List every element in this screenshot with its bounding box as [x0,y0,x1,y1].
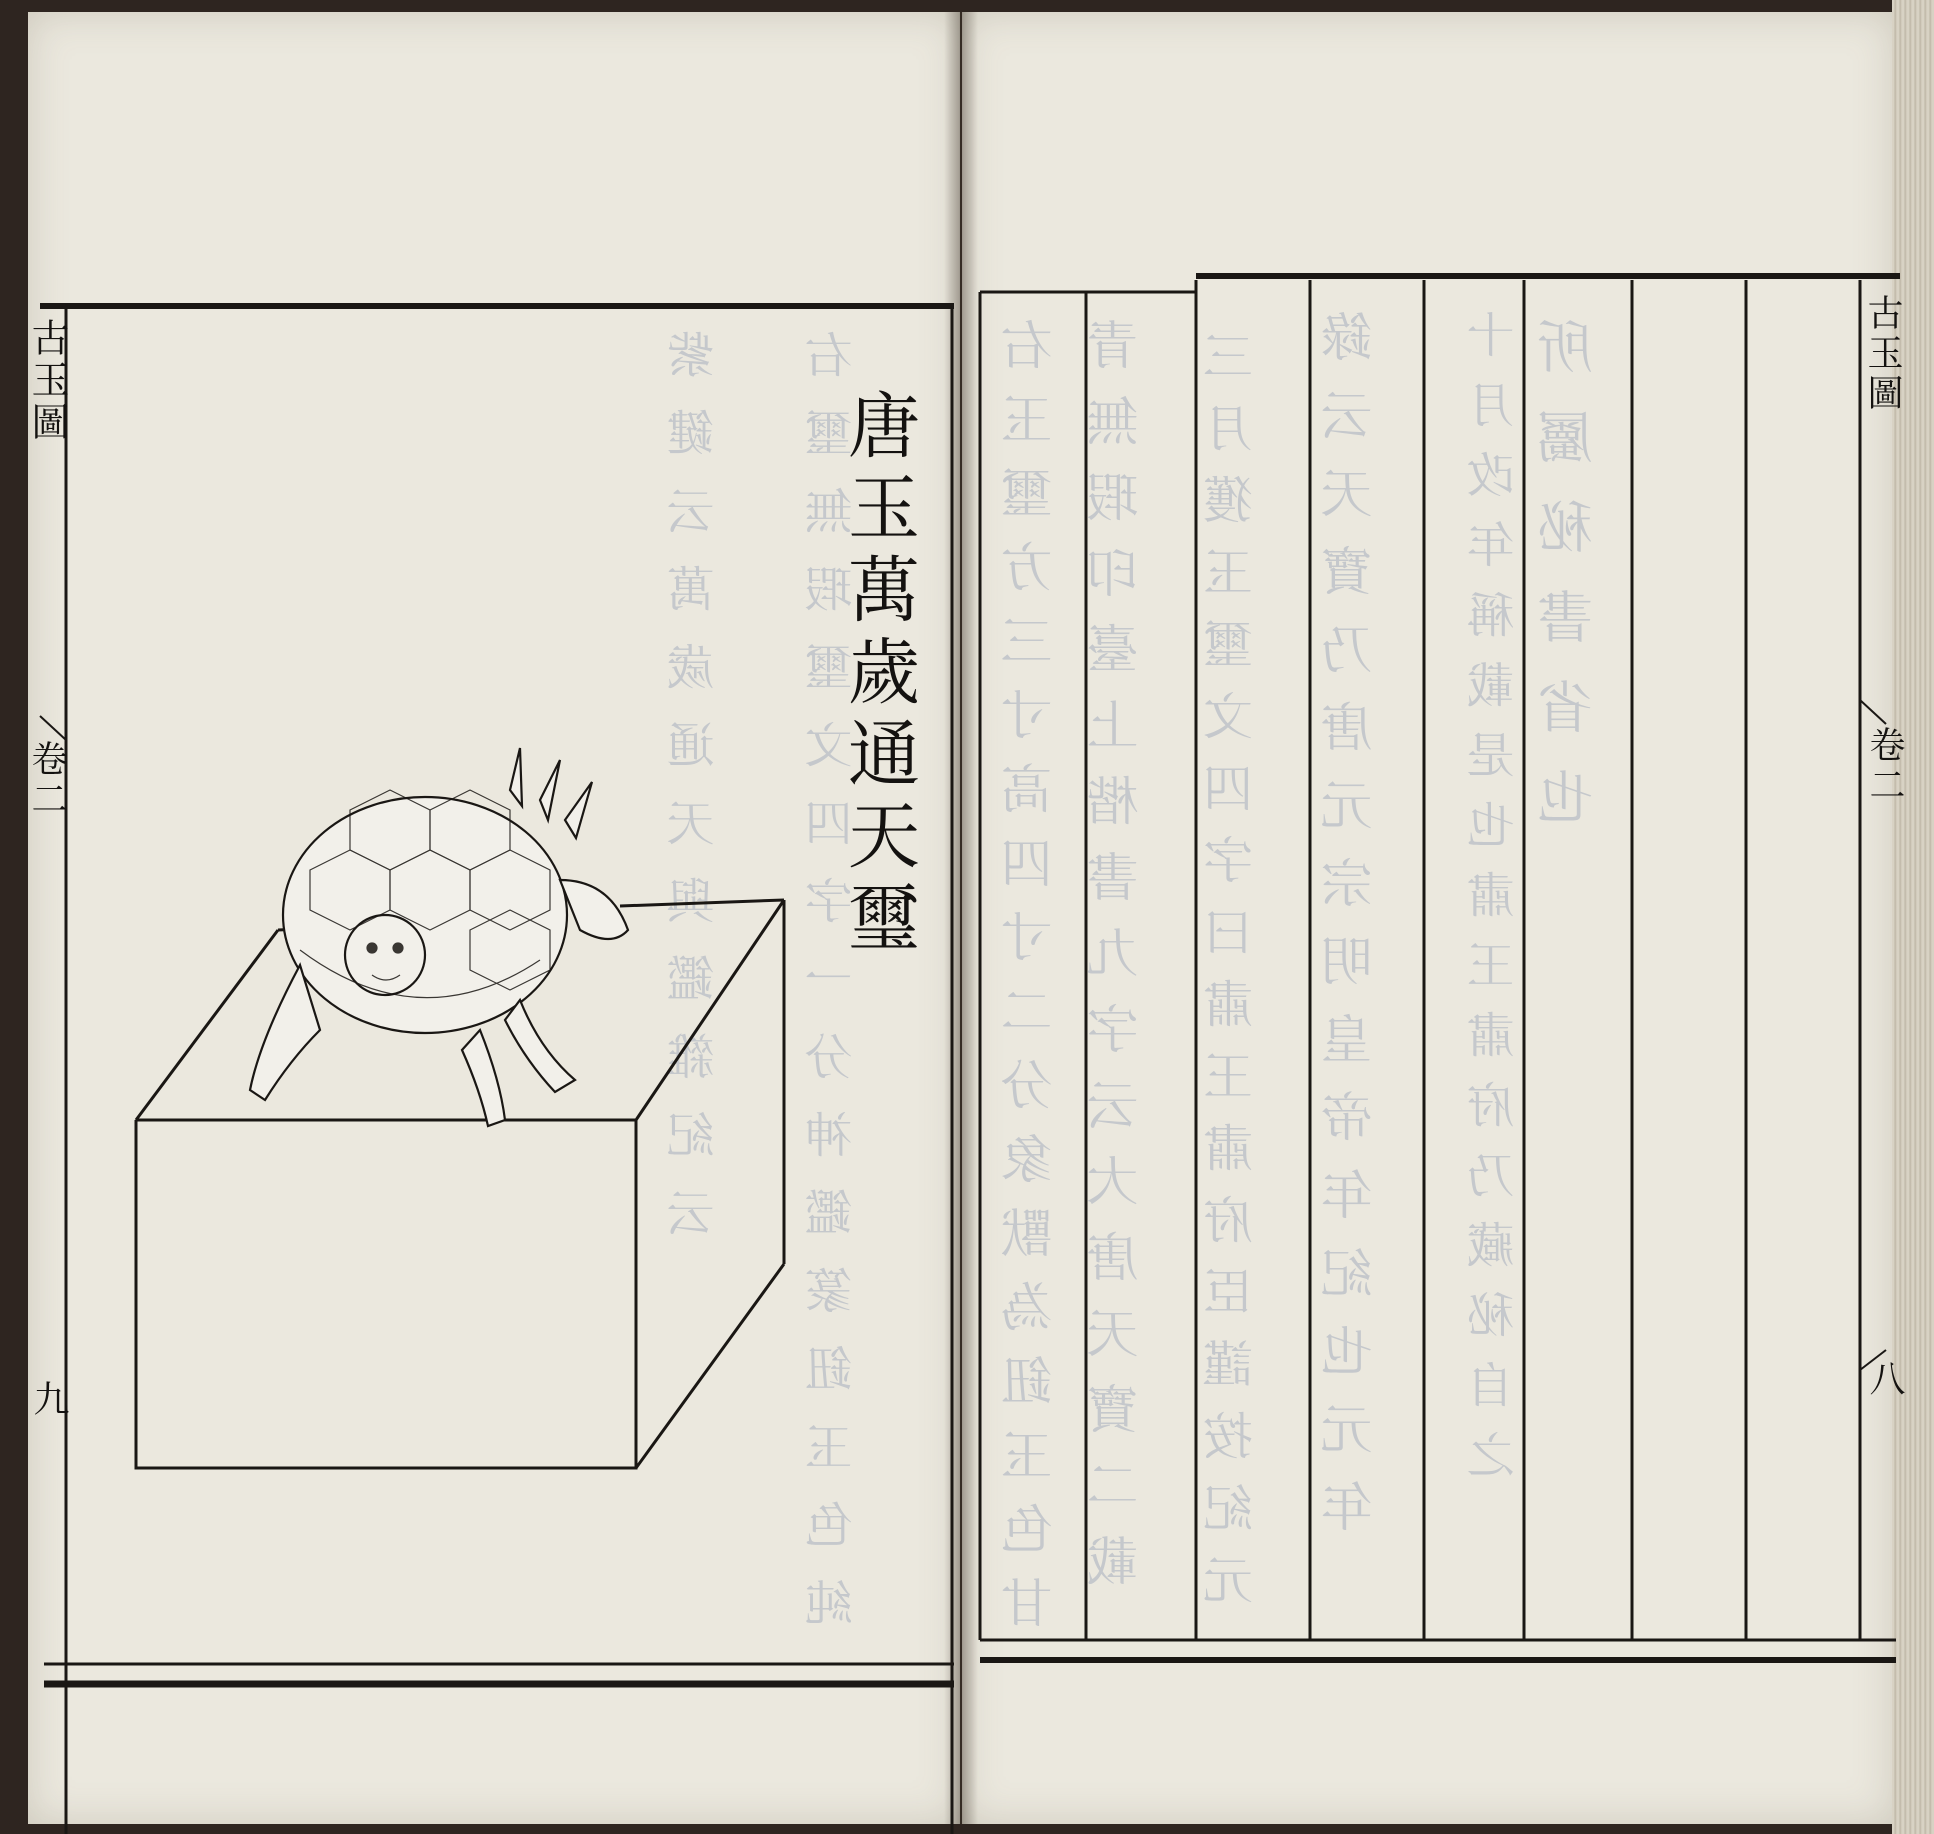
right-show-through-column: 青無瑕印臺上楷書九字云大唐天寶二載 [1088,318,1148,1610]
right-margin-folio: 八 [1864,1360,1905,1402]
left-show-through-column: 右璽無瑕璽文四字一分神鑑篆鈕玉色純 [805,330,861,1656]
right-show-through-column: 所屬秘書省也 [1537,318,1602,858]
right-margin-volume: 卷二 [1864,726,1905,806]
left-margin-folio: 九 [28,1380,69,1422]
right-show-through-column: 三月獲玉璽文四字曰肅王肅府臣謹按紀元 [1203,330,1261,1626]
right-show-through-column: 錄云天寶乃唐元宗明皇帝年紀也元年 [1322,310,1382,1558]
left-margin-book-title: 古玉圖 [25,318,69,444]
right-show-through-column: 右玉璽方三寸高四寸二分象獸為鈕玉色甘 [1002,318,1062,1650]
left-show-through-column: 紫鍵云萬歲通天與鑑雜紀云 [667,330,723,1266]
right-show-through-column: 十月改年稱載是也肅王肅府乃藏秘自之 [1467,310,1523,1500]
illustration-title: 唐玉萬歲通天璽 [836,388,920,962]
left-margin-volume: 卷二 [26,740,67,820]
right-margin-book-title: 古玉圖 [1862,294,1903,414]
